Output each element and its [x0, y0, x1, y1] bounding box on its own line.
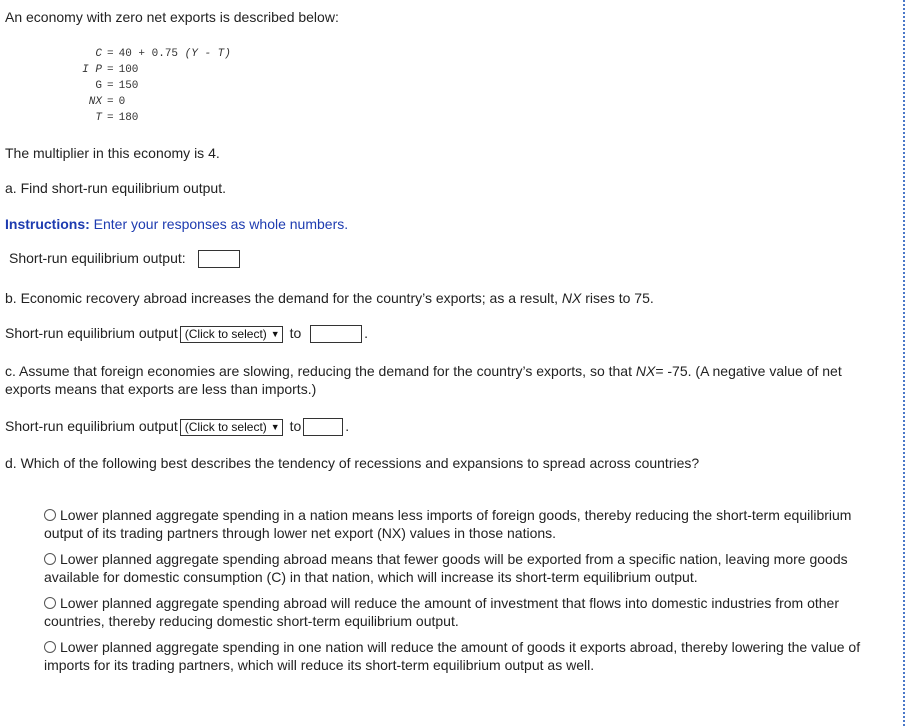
part-c-answer-input[interactable]	[303, 418, 343, 436]
part-b-question: b. Economic recovery abroad increases the demand for the country’s exports; as a result, NX rises to 75.	[5, 290, 654, 306]
intro-text: An economy with zero net exports is described below:	[5, 9, 339, 25]
part-a-answer-row	[9, 250, 240, 268]
eq-value: 0	[118, 96, 126, 108]
equation-row-government: G = 150	[74, 78, 231, 94]
equation-row-investment: I P = 100	[82, 64, 139, 76]
part-d-option-3[interactable]: Lower planned aggregate spending abroad will reduce the amount of investment that flows into domestic industries from other countries, thereby reducing domestic short-term equilibrium output.	[44, 595, 840, 629]
part-d-option-2[interactable]: Lower planned aggregate spending abroad means that fewer goods will be exported from a specific nation, leaving more goods available for domestic consumption (C) in that nation, which will increase its short-term equilibrium output.	[44, 551, 848, 585]
part-b-direction-select[interactable]: (Click to select) ▼	[180, 326, 283, 343]
radio-button[interactable]	[44, 553, 56, 565]
radio-button[interactable]	[44, 641, 56, 653]
equation-block	[74, 46, 231, 126]
equation-row-taxes: T = 180	[74, 110, 231, 126]
chevron-down-icon: ▼	[270, 328, 280, 339]
eq-symbol: I	[82, 64, 89, 76]
part-a-question: a. Find short-run equilibrium output.	[5, 180, 226, 196]
instructions-label: Instructions:	[5, 216, 90, 232]
eq-symbol: G	[95, 80, 102, 92]
instructions	[5, 216, 348, 232]
equation-row-consumption: C = 40 + 0.75 (Y - T)	[74, 46, 231, 62]
part-d-question: d. Which of the following best describes the tendency of recessions and expansions to spread across countries?	[5, 455, 700, 471]
instructions-text: Enter your responses as whole numbers.	[93, 216, 349, 232]
multiplier-text: The multiplier in this economy is 4.	[5, 145, 220, 161]
radio-button[interactable]	[44, 509, 56, 521]
eq-value: 100	[118, 64, 139, 76]
radio-button[interactable]	[44, 597, 56, 609]
part-b-answer-input[interactable]	[310, 325, 362, 343]
part-d-option-1[interactable]: Lower planned aggregate spending in a nation means less imports of foreign goods, thereby reducing the short-term equilibrium output of its trading partners through lower net export (NX) values in those nations.	[44, 507, 852, 541]
part-c-question: c. Assume that foreign economies are slowing, reducing the demand for the country’s exports, so that NX= -75. (A negative value of net exports means that exports are less than imports.)	[5, 363, 842, 397]
nx-variable: NX	[635, 363, 656, 379]
part-d-option-4[interactable]: Lower planned aggregate spending in one nation will reduce the amount of goods it exports abroad, thereby lowering the value of imports for its trading partners, which will reduce its short-term equilibrium output as well.	[44, 639, 861, 673]
eq-symbol: T	[95, 112, 102, 124]
to-text: to	[289, 325, 302, 341]
part-c-answer-row: Short-run equilibrium output (Click to select) ▼ to .	[5, 418, 349, 436]
eq-value: 40 + 0.75	[118, 48, 179, 60]
part-c-direction-select[interactable]: (Click to select) ▼	[180, 419, 283, 436]
eq-symbol: C	[95, 48, 102, 60]
eq-symbol: NX	[88, 96, 102, 108]
eq-value: 150	[118, 80, 139, 92]
chevron-down-icon: ▼	[270, 421, 280, 432]
part-a-answer-input[interactable]	[198, 250, 240, 268]
eq-value: 180	[118, 112, 139, 124]
page-right-border	[903, 0, 905, 726]
part-b-answer-row: Short-run equilibrium output (Click to select) ▼ to .	[5, 325, 368, 343]
part-b-answer-label: Short-run equilibrium output	[5, 325, 178, 341]
equation-row-net-exports: NX = 0	[74, 94, 231, 110]
nx-variable: NX	[561, 290, 582, 306]
to-text: to	[289, 418, 302, 434]
part-c-answer-label: Short-run equilibrium output	[5, 418, 178, 434]
eq-symbol-sub: P	[95, 64, 102, 76]
part-a-answer-label: Short-run equilibrium output:	[9, 250, 186, 266]
eq-function: (Y - T)	[184, 48, 231, 60]
